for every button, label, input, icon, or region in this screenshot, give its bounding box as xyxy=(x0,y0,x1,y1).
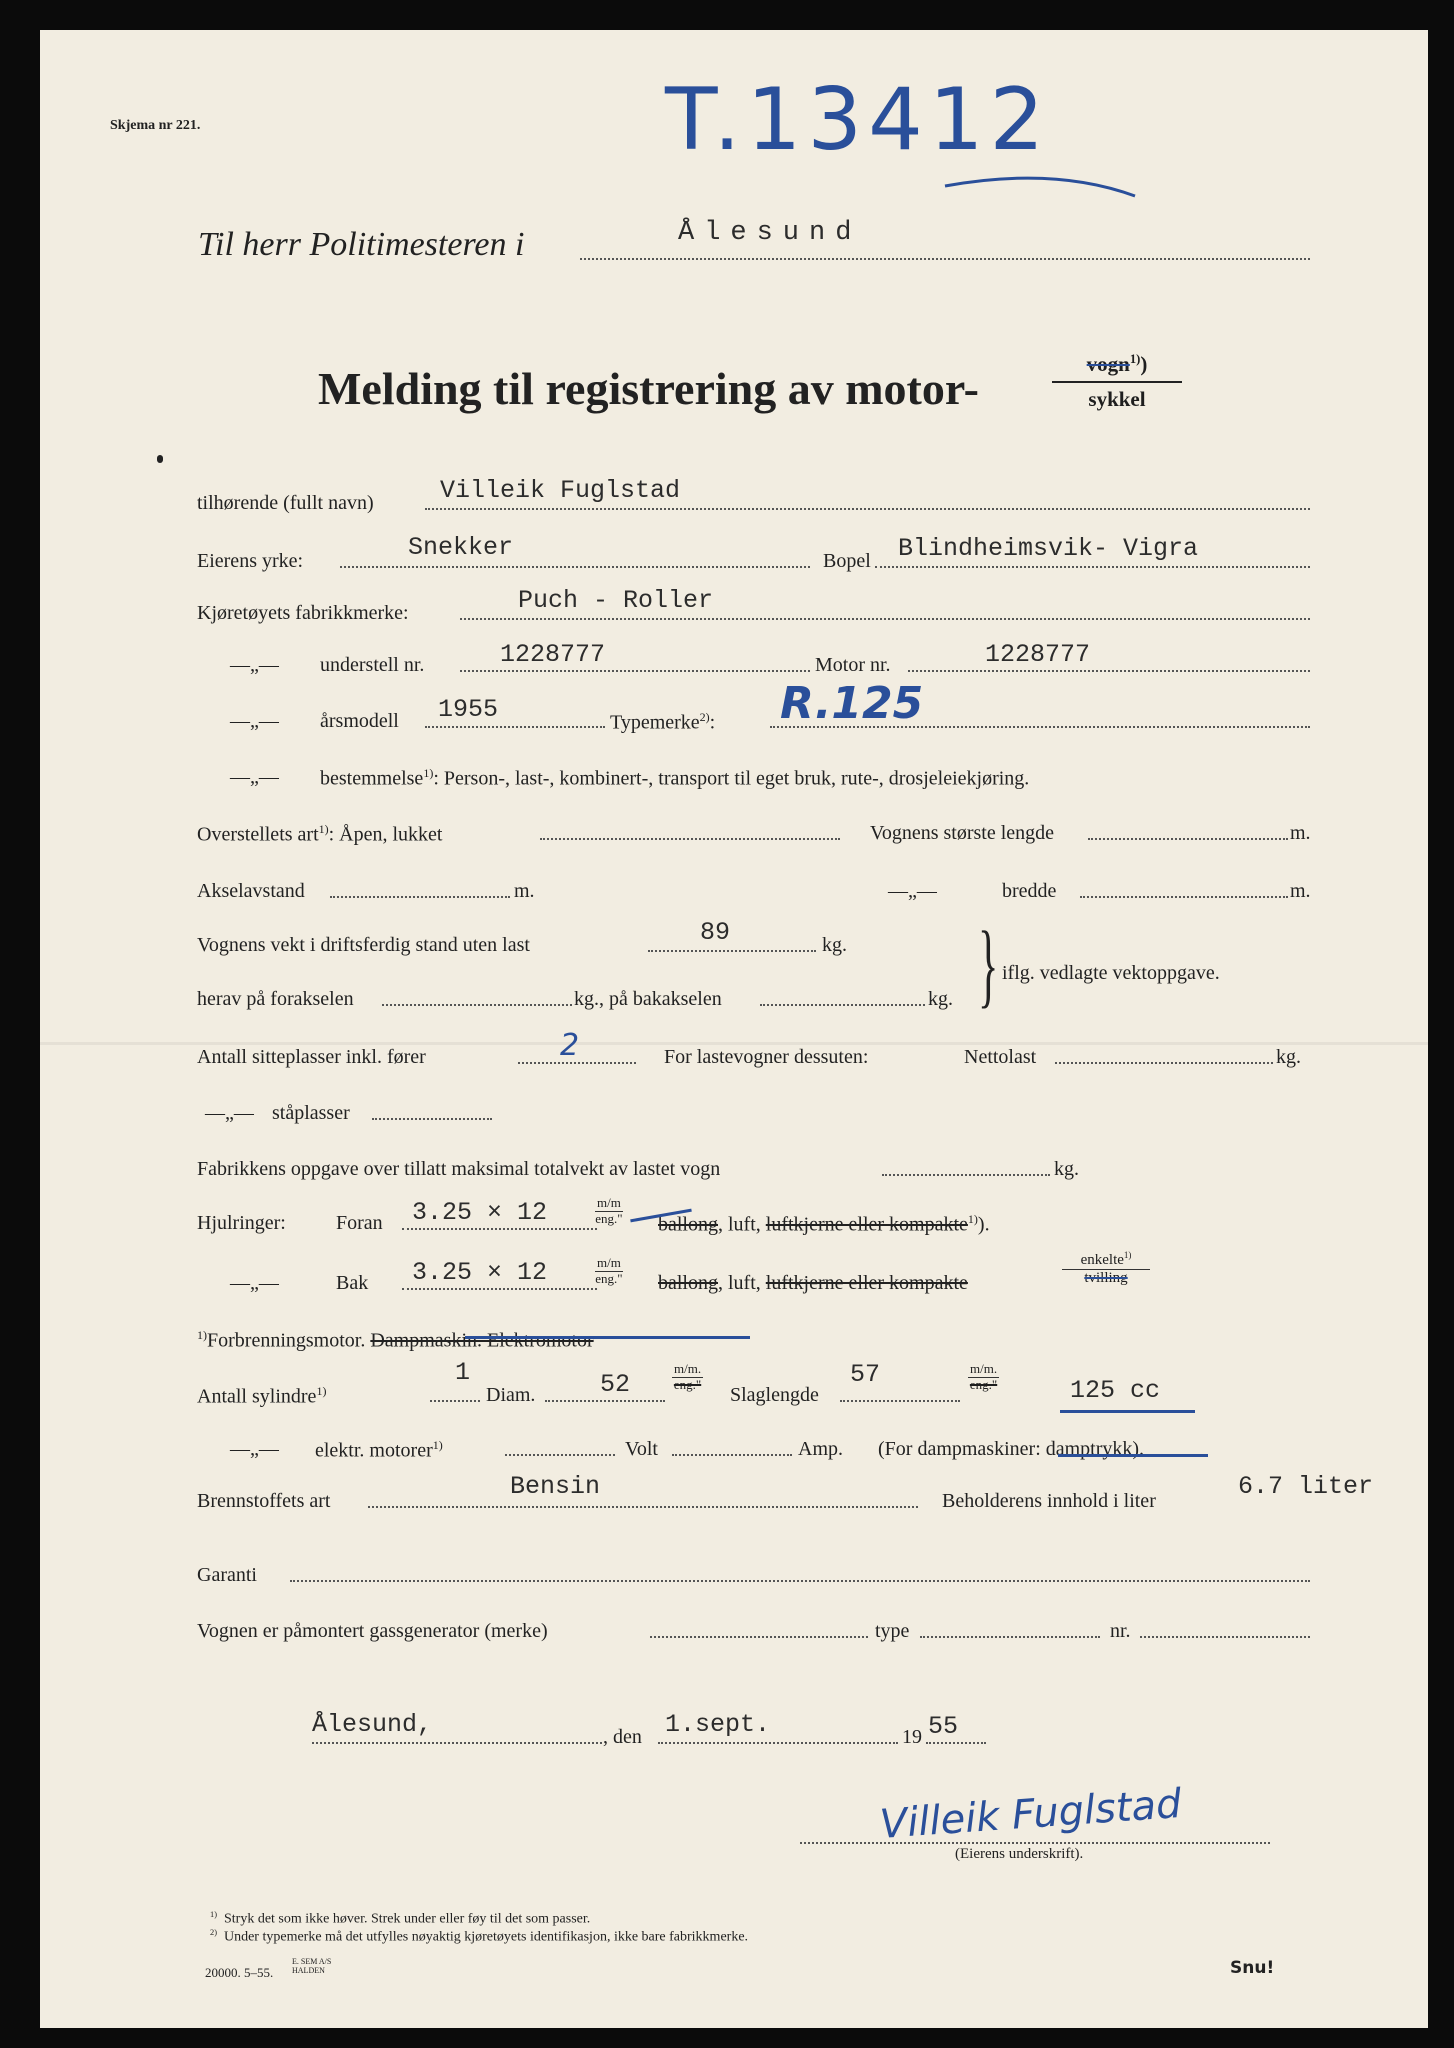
purpose-label xyxy=(320,766,1029,791)
length-unit: m. xyxy=(1290,822,1311,844)
printer-name: E. SEM A/S HALDEN xyxy=(292,1957,332,1975)
solid-struck: luftkjerne eller kompakte xyxy=(765,1272,968,1294)
front-axle-label: herav på forakselen xyxy=(197,988,354,1010)
electric-label-text: elektr. motorer xyxy=(315,1439,433,1462)
warranty-line xyxy=(290,1580,1310,1582)
wheelbase-unit: m. xyxy=(514,880,535,902)
tyres-front-type: ballong, luft, luftkjerne eller kompakte$^{1)}$). xyxy=(658,1212,990,1236)
type-line xyxy=(770,726,1310,728)
trucks-label: For lastevogner dessuten: xyxy=(664,1046,869,1068)
cylinders-label-text: Antall sylindre xyxy=(197,1385,317,1408)
width-line xyxy=(1080,896,1288,898)
gas-type-label: type xyxy=(875,1620,910,1642)
ditto-mark: —„— xyxy=(230,766,279,788)
underline-stroke xyxy=(940,168,1140,208)
model-year: 1955 xyxy=(438,695,499,724)
curb-weight-label: Vognens vekt i driftsferdig stand uten last xyxy=(197,934,530,956)
occupation: Snekker xyxy=(408,533,514,562)
unit-top: m/m xyxy=(597,1195,621,1210)
max-weight-line xyxy=(882,1174,1050,1176)
place: Ålesund, xyxy=(312,1710,433,1739)
gas-type-line xyxy=(920,1636,1100,1638)
width-label: bredde xyxy=(1002,880,1057,902)
fuel-type: Bensin xyxy=(510,1472,601,1501)
signature-line xyxy=(800,1842,1270,1844)
year-suffix: 55 xyxy=(928,1712,959,1741)
diam-label: Diam. xyxy=(486,1384,536,1406)
displacement: 125 cc xyxy=(1070,1376,1161,1405)
archive-number: T.13412 xyxy=(665,70,1051,170)
occupation-line xyxy=(340,566,810,568)
weight-note: iflg. vedlagte vektoppgave. xyxy=(1002,962,1220,984)
year-prefix: 19 xyxy=(902,1726,922,1748)
brace: } xyxy=(978,913,999,1017)
seats-value: 2 xyxy=(560,1028,580,1063)
purpose-label-text: bestemmelse xyxy=(320,767,424,790)
length-line xyxy=(1088,838,1288,840)
option-vogn: vogn xyxy=(1086,352,1130,376)
option-sykkel: sykkel xyxy=(1088,387,1146,411)
unit-bottom-struck: eng." xyxy=(673,1376,702,1392)
curb-weight-unit: kg. xyxy=(822,934,847,956)
diam: 52 xyxy=(600,1370,631,1399)
ink-strike xyxy=(465,1336,750,1339)
motor-label: Motor nr. xyxy=(815,654,891,676)
occupation-label: Eierens yrke: xyxy=(197,550,304,572)
chassis-no: 1228777 xyxy=(500,640,606,669)
tyres-rear-size: 3.25 × 12 xyxy=(412,1258,548,1287)
tyres-front-label: Foran xyxy=(336,1212,383,1234)
standing-line xyxy=(372,1118,492,1120)
make-label: Kjøretøyets fabrikkmerke: xyxy=(197,602,409,624)
ditto-mark: —„— xyxy=(230,1272,279,1294)
volt-label: Volt xyxy=(625,1438,658,1460)
balloon-struck: ballong xyxy=(658,1272,718,1294)
purpose-sup: 1) xyxy=(423,766,434,780)
print-code: 20000. 5–55. xyxy=(205,1965,274,1980)
type-label-sup: 2) xyxy=(699,710,710,724)
address-label: Bopel xyxy=(823,550,871,572)
air: , luft, xyxy=(718,1272,761,1294)
owner-name-label: tilhørende (fullt navn) xyxy=(197,492,374,514)
warranty-label: Garanti xyxy=(197,1564,257,1586)
max-weight-label: Fabrikkens oppgave over tillatt maksimal totalvekt av lastet vogn xyxy=(197,1158,721,1180)
engine-type: $^{1)}$Forbrenningsmotor. Dampmaskin. Elektromotor xyxy=(197,1328,594,1352)
width-unit: m. xyxy=(1290,880,1311,902)
unit-top: m/m. xyxy=(970,1361,998,1376)
tyres-front-unit xyxy=(595,1196,623,1227)
motor-no: 1228777 xyxy=(985,640,1091,669)
fuel-type-label: Brennstoffets art xyxy=(197,1490,331,1512)
option-vogn-sup: 1) xyxy=(1129,352,1141,366)
ditto-mark: —„— xyxy=(230,710,279,732)
tyres-rear-line xyxy=(402,1288,597,1290)
make: Puch - Roller xyxy=(518,586,714,615)
tyres-front-size: 3.25 × 12 xyxy=(412,1198,548,1227)
footnote-1-text: Stryk det som ikke høver. Strek under eller føy til det som passer. xyxy=(223,1911,591,1927)
tyre-sup: 1) xyxy=(967,1212,978,1226)
electric-label: elektr. motorer$^{1)}$ xyxy=(315,1438,443,1462)
addressee-line xyxy=(580,258,1310,260)
footnote-1-mark: 1) xyxy=(210,1910,217,1919)
ink-dot xyxy=(157,455,163,463)
amp-label: Amp. xyxy=(798,1438,843,1460)
rear-axle-unit: kg. xyxy=(928,988,953,1010)
tank-capacity: 6.7 liter xyxy=(1238,1472,1374,1501)
volt-line xyxy=(672,1454,792,1456)
stroke-unit xyxy=(968,1362,999,1393)
cylinders-line xyxy=(430,1400,480,1402)
address: Blindheimsvik- Vigra xyxy=(898,534,1199,563)
unit-bottom: eng." xyxy=(595,1270,623,1286)
gas-nr-label: nr. xyxy=(1110,1620,1131,1642)
footnote-2 xyxy=(210,1928,748,1946)
net-load-label: Nettolast xyxy=(964,1046,1037,1068)
date: 1.sept. xyxy=(665,1710,771,1739)
single-twin: enkelte$^{1)}$ tvilling xyxy=(1062,1250,1150,1287)
owner-name-line xyxy=(425,508,1310,510)
seats-label: Antall sitteplasser inkl. fører xyxy=(197,1046,426,1068)
gas-gen-line xyxy=(650,1636,868,1638)
registration-form xyxy=(40,30,1428,2028)
rear-axle-label: kg., på bakakselen xyxy=(574,988,722,1010)
year-label: årsmodell xyxy=(320,710,399,732)
turn-over: Snu! xyxy=(1230,1958,1275,1978)
addressee-label: Til herr Politimesteren i xyxy=(198,226,525,263)
footnote-2-text: Under typemerke må det utfylles nøyaktig kjøretøyets identifikasjon, ikke bare fabrikkmerke. xyxy=(223,1929,749,1945)
unit-top: m/m. xyxy=(674,1361,702,1376)
solid-struck: luftkjerne eller kompakte xyxy=(765,1213,968,1236)
addressee-city: Ålesund xyxy=(678,218,862,248)
standing-label: ståplasser xyxy=(272,1102,350,1124)
place-line xyxy=(312,1742,602,1744)
stroke: 57 xyxy=(850,1360,881,1389)
type-label-text: Typemerke xyxy=(610,711,700,734)
ink-underline xyxy=(1060,1410,1195,1413)
diam-line xyxy=(545,1400,665,1402)
chassis-line xyxy=(460,670,810,672)
tyres-rear-unit xyxy=(595,1256,623,1287)
unit-top: m/m xyxy=(597,1255,621,1270)
footnote-1 xyxy=(210,1910,590,1928)
diam-unit xyxy=(672,1362,703,1393)
air: , luft, xyxy=(718,1213,761,1236)
owner-signature: Villeik Fuglstad xyxy=(878,1780,1183,1848)
address-line xyxy=(875,566,1310,568)
rear-axle-line xyxy=(760,1004,925,1006)
form-title: Melding til registrering av motor- xyxy=(318,363,979,414)
stroke-label: Slaglengde xyxy=(730,1384,819,1406)
cylinders-label: Antall sylindre$^{1)}$ xyxy=(197,1384,327,1408)
ditto-mark: —„— xyxy=(230,1438,279,1460)
motor-line xyxy=(908,670,1310,672)
year-line xyxy=(926,1742,986,1744)
year-line xyxy=(425,726,605,728)
cylinders: 1 xyxy=(455,1358,471,1387)
den-label: , den xyxy=(603,1726,642,1748)
type-mark: R.125 xyxy=(780,678,924,729)
footnote-2-mark: 2) xyxy=(210,1928,217,1937)
tyres-front-line xyxy=(402,1228,597,1230)
make-line xyxy=(460,618,1310,620)
balloon-struck: ballong xyxy=(658,1213,718,1236)
ditto-mark: —„— xyxy=(205,1102,254,1124)
fuel-type-line xyxy=(368,1506,918,1508)
purpose-text: : Person-, last-, kombinert-, transport til eget bruk, rute-, drosjeleiekjøring. xyxy=(433,767,1030,790)
body-type-label-text: Overstellets art xyxy=(197,823,319,846)
curb-weight: 89 xyxy=(700,918,731,947)
body-type-line xyxy=(540,838,840,840)
unit-bottom-struck: eng." xyxy=(969,1376,998,1392)
signature-label: (Eierens underskrift). xyxy=(955,1846,1084,1862)
ink-underline xyxy=(1058,1454,1208,1457)
chassis-label: understell nr. xyxy=(320,654,425,676)
page-fold xyxy=(40,1042,1428,1045)
ditto-mark: —„— xyxy=(888,880,937,902)
single-label: enkelte xyxy=(1080,1252,1124,1268)
unit-bottom: eng." xyxy=(595,1210,623,1226)
front-axle-line xyxy=(382,1004,572,1006)
net-load-line xyxy=(1055,1062,1273,1064)
ditto-mark: —„— xyxy=(230,654,279,676)
curb-weight-line xyxy=(648,950,816,952)
gas-gen-label: Vognen er påmontert gassgenerator (merke) xyxy=(197,1620,548,1642)
body-type-text: : Åpen, lukket xyxy=(328,823,443,846)
wheelbase-line xyxy=(330,896,510,898)
tyres-rear-label: Bak xyxy=(336,1272,369,1294)
owner-name: Villeik Fuglstad xyxy=(440,476,681,505)
seats-line xyxy=(518,1062,636,1064)
twin-label-struck: tvilling xyxy=(1084,1270,1128,1286)
steam-label: (For dampmaskiner: damptrykk). xyxy=(878,1438,1145,1460)
stroke-line xyxy=(840,1400,960,1402)
electric-line xyxy=(505,1454,615,1456)
gas-nr-line xyxy=(1140,1636,1310,1638)
steam-electric-struck: Dampmaskin. Elektromotor xyxy=(370,1329,594,1352)
tyres-rear-type xyxy=(658,1272,968,1295)
max-weight-unit: kg. xyxy=(1054,1158,1079,1180)
date-line xyxy=(658,1742,898,1744)
net-load-unit: kg. xyxy=(1276,1046,1301,1068)
body-type-label: Overstellets art$^{1)}$: Åpen, lukket xyxy=(197,822,443,846)
vehicle-kind: vogn$^{1)}$) sykkel xyxy=(1052,352,1182,412)
schema-label: Skjema nr 221. xyxy=(110,118,201,133)
tank-label: Beholderens innhold i liter xyxy=(942,1490,1156,1512)
length-label: Vognens største lengde xyxy=(870,822,1055,844)
wheelbase-label: Akselavstand xyxy=(197,880,305,902)
type-label: Typemerke$^{2)}$: xyxy=(610,710,716,734)
tyres-label: Hjulringer: xyxy=(197,1212,286,1234)
combustion: Forbrenningsmotor. xyxy=(207,1329,366,1352)
